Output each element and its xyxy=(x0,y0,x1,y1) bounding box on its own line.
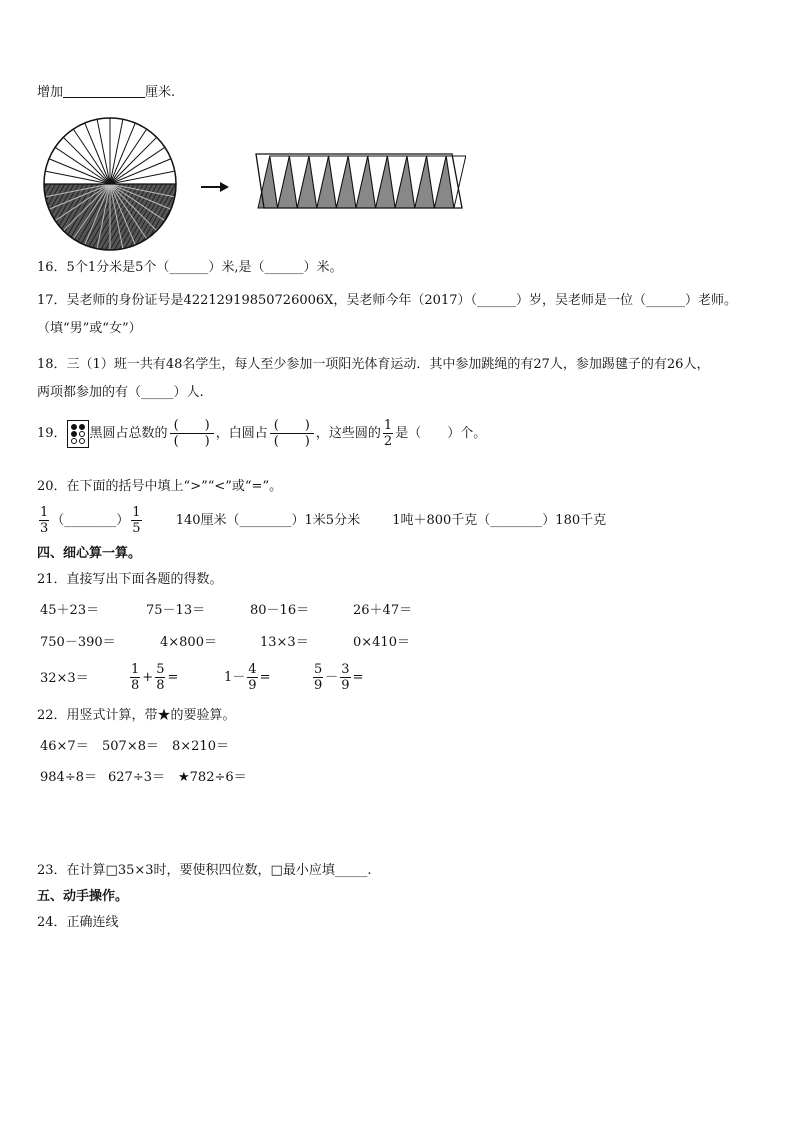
q22-r2-3: ★782÷6＝ xyxy=(178,770,247,785)
q19-half-text: ，这些圆的 xyxy=(315,426,381,441)
q21-r1-3: 80－16＝ xyxy=(250,603,310,618)
q15-answer-blank[interactable] xyxy=(63,83,145,98)
q22-r2-2: 627÷3＝ xyxy=(108,770,165,785)
q23: 23．在计算□35×3时，要使积四位数，□最小应填_____. xyxy=(37,863,372,878)
q19-black-text: 黑圆占总数的 xyxy=(89,426,168,441)
section4-heading: 四、细心算一算。 xyxy=(37,546,142,561)
q20-item3: 1吨＋800千克（________）180千克 xyxy=(392,513,607,528)
q15-before: 增加 xyxy=(37,85,64,100)
half-fraction: $\frac{1}{2}$ xyxy=(383,418,393,449)
q19-end-text: 是（ ）个。 xyxy=(395,426,487,441)
q21-r2-4: 0×410＝ xyxy=(353,635,410,650)
fraction-one-third: $\frac{1}{3}$ xyxy=(40,505,49,536)
fraction-one-fifth: $\frac{1}{5}$ xyxy=(132,505,141,536)
q21-r1-4: 26＋47＝ xyxy=(353,603,413,618)
circle-sector-figure xyxy=(40,114,180,254)
q17-line1: 17．吴老师的身份证号是42212919850726006X，吴老师今年（2017）（______）岁，吴老师是一位（______）老师。 xyxy=(37,293,737,308)
circles-icon xyxy=(67,420,89,448)
q21-r2-3: 13×3＝ xyxy=(260,635,309,650)
q22-r1-2: 507×8＝ xyxy=(102,739,159,754)
q24: 24．正确连线 xyxy=(37,915,119,930)
q22-r1-3: 8×210＝ xyxy=(172,739,229,754)
q21-r3-4: $\frac{5}{9}$ － $\frac{3}{9}$ = xyxy=(314,662,364,693)
q22-title: 22．用竖式计算，带★的要验算。 xyxy=(37,708,236,723)
q19-white-fraction[interactable]: $\frac{( )}{( )}$ xyxy=(270,418,314,449)
q15-after: 厘米. xyxy=(145,85,176,100)
section5-heading: 五、动手操作。 xyxy=(37,889,129,904)
q18-line1: 18．三（1）班一共有48名学生，每人至少参加一项阳光体育运动．其中参加跳绳的有27人，参加踢毽子的有26人， xyxy=(37,357,710,372)
q22-r2-1: 984÷8＝ xyxy=(40,770,97,785)
right-arrow-icon xyxy=(200,180,230,194)
q17-line2: （填“男”或“女”） xyxy=(37,321,142,336)
q21-title: 21．直接写出下面各题的得数。 xyxy=(37,572,223,587)
q19-white-text: ，白圆占 xyxy=(215,426,268,441)
q21-r2-1: 750－390＝ xyxy=(40,635,116,650)
q22-r1-1: 46×7＝ xyxy=(40,739,89,754)
q19 xyxy=(37,415,486,453)
q21-r2-2: 4×800＝ xyxy=(160,635,217,650)
q20-title: 20．在下面的括号中填上“>”“<”或“=”。 xyxy=(37,479,283,494)
q20-items xyxy=(37,503,606,539)
q21-r1-2: 75－13＝ xyxy=(146,603,206,618)
q19-number: 19． xyxy=(37,426,67,441)
q20-compare-blank-1[interactable]: （________） xyxy=(51,513,130,528)
rearranged-sectors-figure xyxy=(254,150,466,212)
q21-r1-1: 45＋23＝ xyxy=(40,603,100,618)
q16: 16．5个1分米是5个（______）米,是（______）米。 xyxy=(37,260,343,275)
q18-line2: 两项都参加的有（_____）人. xyxy=(37,385,204,400)
q19-black-fraction[interactable]: $\frac{( )}{( )}$ xyxy=(170,418,214,449)
q21-r3-3: 1－ $\frac{4}{9}$ = xyxy=(224,662,271,693)
q20-item2: 140厘米（________）1米5分米 xyxy=(175,513,361,528)
q21-r3-2: $\frac{1}{8}$ + $\frac{5}{8}$ = xyxy=(131,662,179,693)
q21-r3-1: 32×3＝ xyxy=(40,671,89,686)
q15-tail xyxy=(37,83,175,102)
